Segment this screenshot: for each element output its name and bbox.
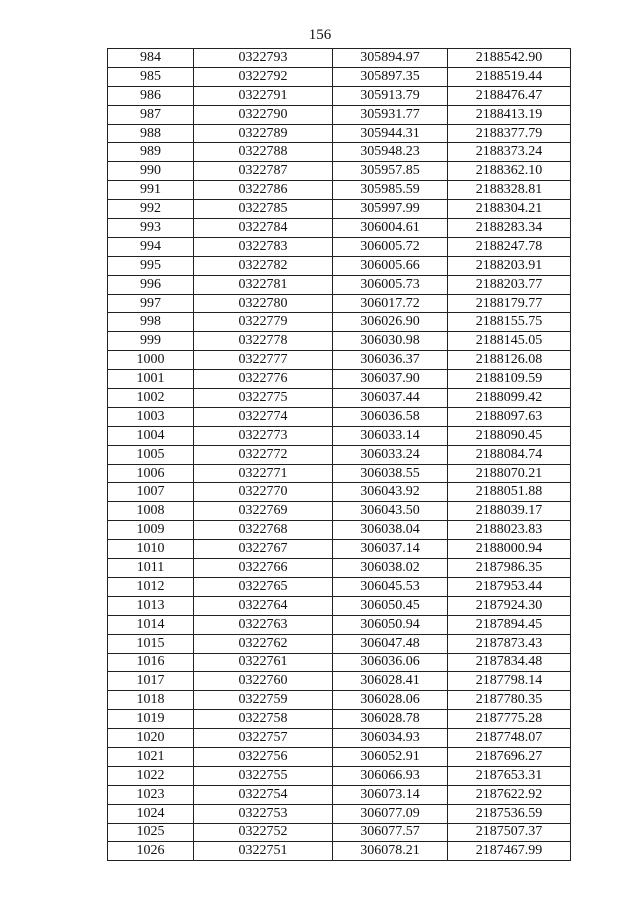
table-row xyxy=(108,559,571,578)
table-row xyxy=(108,407,571,426)
code-cell: 0322783 xyxy=(194,237,333,256)
y-coordinate-cell: 2187924.30 xyxy=(448,596,571,615)
code-cell: 0322753 xyxy=(194,804,333,823)
code-cell: 0322780 xyxy=(194,294,333,313)
code-cell: 0322772 xyxy=(194,445,333,464)
point-number-cell: 992 xyxy=(108,200,194,219)
point-number-cell: 1014 xyxy=(108,615,194,634)
y-coordinate-cell: 2188126.08 xyxy=(448,351,571,370)
point-number-cell: 988 xyxy=(108,124,194,143)
point-number-cell: 995 xyxy=(108,256,194,275)
table-row xyxy=(108,672,571,691)
point-number-cell: 1008 xyxy=(108,502,194,521)
code-cell: 0322770 xyxy=(194,483,333,502)
x-coordinate-cell: 306047.48 xyxy=(333,634,448,653)
x-coordinate-cell: 306037.14 xyxy=(333,540,448,559)
code-cell: 0322771 xyxy=(194,464,333,483)
table-row xyxy=(108,710,571,729)
x-coordinate-cell: 306030.98 xyxy=(333,332,448,351)
y-coordinate-cell: 2188362.10 xyxy=(448,162,571,181)
x-coordinate-cell: 306037.44 xyxy=(333,389,448,408)
x-coordinate-cell: 306017.72 xyxy=(333,294,448,313)
table-row xyxy=(108,540,571,559)
y-coordinate-cell: 2188304.21 xyxy=(448,200,571,219)
y-coordinate-cell: 2188145.05 xyxy=(448,332,571,351)
y-coordinate-cell: 2187507.37 xyxy=(448,823,571,842)
y-coordinate-cell: 2187653.31 xyxy=(448,766,571,785)
y-coordinate-cell: 2187748.07 xyxy=(448,729,571,748)
x-coordinate-cell: 306052.91 xyxy=(333,747,448,766)
point-number-cell: 989 xyxy=(108,143,194,162)
point-number-cell: 994 xyxy=(108,237,194,256)
point-number-cell: 1019 xyxy=(108,710,194,729)
code-cell: 0322791 xyxy=(194,86,333,105)
table-row xyxy=(108,521,571,540)
y-coordinate-cell: 2187953.44 xyxy=(448,577,571,596)
y-coordinate-cell: 2188203.77 xyxy=(448,275,571,294)
point-number-cell: 991 xyxy=(108,181,194,200)
table-row xyxy=(108,804,571,823)
code-cell: 0322766 xyxy=(194,559,333,578)
x-coordinate-cell: 305997.99 xyxy=(333,200,448,219)
point-number-cell: 1023 xyxy=(108,785,194,804)
point-number-cell: 1007 xyxy=(108,483,194,502)
y-coordinate-cell: 2188179.77 xyxy=(448,294,571,313)
point-number-cell: 1024 xyxy=(108,804,194,823)
y-coordinate-cell: 2188519.44 xyxy=(448,67,571,86)
x-coordinate-cell: 306034.93 xyxy=(333,729,448,748)
y-coordinate-cell: 2187780.35 xyxy=(448,691,571,710)
code-cell: 0322789 xyxy=(194,124,333,143)
point-number-cell: 1017 xyxy=(108,672,194,691)
code-cell: 0322763 xyxy=(194,615,333,634)
point-number-cell: 1015 xyxy=(108,634,194,653)
table-row xyxy=(108,162,571,181)
x-coordinate-cell: 306005.66 xyxy=(333,256,448,275)
y-coordinate-cell: 2187536.59 xyxy=(448,804,571,823)
table-row xyxy=(108,332,571,351)
x-coordinate-cell: 305985.59 xyxy=(333,181,448,200)
x-coordinate-cell: 306043.50 xyxy=(333,502,448,521)
y-coordinate-cell: 2188328.81 xyxy=(448,181,571,200)
table-row xyxy=(108,86,571,105)
x-coordinate-cell: 306026.90 xyxy=(333,313,448,332)
point-number-cell: 1002 xyxy=(108,389,194,408)
y-coordinate-cell: 2187467.99 xyxy=(448,842,571,861)
x-coordinate-cell: 306037.90 xyxy=(333,370,448,389)
code-cell: 0322778 xyxy=(194,332,333,351)
code-cell: 0322784 xyxy=(194,219,333,238)
code-cell: 0322776 xyxy=(194,370,333,389)
point-number-cell: 987 xyxy=(108,105,194,124)
code-cell: 0322765 xyxy=(194,577,333,596)
x-coordinate-cell: 306077.09 xyxy=(333,804,448,823)
point-number-cell: 1010 xyxy=(108,540,194,559)
table-row xyxy=(108,200,571,219)
table-row xyxy=(108,596,571,615)
table-row xyxy=(108,483,571,502)
table-row xyxy=(108,502,571,521)
table-row xyxy=(108,256,571,275)
x-coordinate-cell: 306045.53 xyxy=(333,577,448,596)
point-number-cell: 985 xyxy=(108,67,194,86)
x-coordinate-cell: 306005.73 xyxy=(333,275,448,294)
x-coordinate-cell: 306036.58 xyxy=(333,407,448,426)
table-row xyxy=(108,766,571,785)
table-row xyxy=(108,313,571,332)
point-number-cell: 1000 xyxy=(108,351,194,370)
code-cell: 0322758 xyxy=(194,710,333,729)
table-row xyxy=(108,842,571,861)
code-cell: 0322775 xyxy=(194,389,333,408)
table-row xyxy=(108,426,571,445)
code-cell: 0322768 xyxy=(194,521,333,540)
x-coordinate-cell: 306033.24 xyxy=(333,445,448,464)
point-number-cell: 1025 xyxy=(108,823,194,842)
point-number-cell: 999 xyxy=(108,332,194,351)
y-coordinate-cell: 2188023.83 xyxy=(448,521,571,540)
x-coordinate-cell: 306036.06 xyxy=(333,653,448,672)
point-number-cell: 1016 xyxy=(108,653,194,672)
code-cell: 0322793 xyxy=(194,49,333,68)
code-cell: 0322773 xyxy=(194,426,333,445)
y-coordinate-cell: 2188099.42 xyxy=(448,389,571,408)
x-coordinate-cell: 306066.93 xyxy=(333,766,448,785)
table-row xyxy=(108,729,571,748)
table-row xyxy=(108,67,571,86)
y-coordinate-cell: 2187986.35 xyxy=(448,559,571,578)
code-cell: 0322764 xyxy=(194,596,333,615)
code-cell: 0322759 xyxy=(194,691,333,710)
point-number-cell: 996 xyxy=(108,275,194,294)
point-number-cell: 1022 xyxy=(108,766,194,785)
point-number-cell: 1012 xyxy=(108,577,194,596)
table-row xyxy=(108,747,571,766)
coordinates-table xyxy=(107,48,571,861)
y-coordinate-cell: 2187775.28 xyxy=(448,710,571,729)
y-coordinate-cell: 2187873.43 xyxy=(448,634,571,653)
code-cell: 0322754 xyxy=(194,785,333,804)
table-row xyxy=(108,785,571,804)
code-cell: 0322769 xyxy=(194,502,333,521)
y-coordinate-cell: 2188109.59 xyxy=(448,370,571,389)
table-row xyxy=(108,370,571,389)
y-coordinate-cell: 2188070.21 xyxy=(448,464,571,483)
x-coordinate-cell: 305897.35 xyxy=(333,67,448,86)
x-coordinate-cell: 306005.72 xyxy=(333,237,448,256)
table-row xyxy=(108,237,571,256)
y-coordinate-cell: 2187798.14 xyxy=(448,672,571,691)
y-coordinate-cell: 2187894.45 xyxy=(448,615,571,634)
code-cell: 0322792 xyxy=(194,67,333,86)
point-number-cell: 1009 xyxy=(108,521,194,540)
table-row xyxy=(108,49,571,68)
table-row xyxy=(108,615,571,634)
code-cell: 0322762 xyxy=(194,634,333,653)
code-cell: 0322790 xyxy=(194,105,333,124)
x-coordinate-cell: 306073.14 xyxy=(333,785,448,804)
y-coordinate-cell: 2187696.27 xyxy=(448,747,571,766)
table-row xyxy=(108,653,571,672)
table-row xyxy=(108,577,571,596)
point-number-cell: 1003 xyxy=(108,407,194,426)
code-cell: 0322782 xyxy=(194,256,333,275)
x-coordinate-cell: 306078.21 xyxy=(333,842,448,861)
table-row xyxy=(108,823,571,842)
y-coordinate-cell: 2188476.47 xyxy=(448,86,571,105)
point-number-cell: 1004 xyxy=(108,426,194,445)
table-row xyxy=(108,181,571,200)
x-coordinate-cell: 306050.45 xyxy=(333,596,448,615)
code-cell: 0322761 xyxy=(194,653,333,672)
y-coordinate-cell: 2188051.88 xyxy=(448,483,571,502)
y-coordinate-cell: 2188155.75 xyxy=(448,313,571,332)
y-coordinate-cell: 2188413.19 xyxy=(448,105,571,124)
x-coordinate-cell: 306028.78 xyxy=(333,710,448,729)
code-cell: 0322787 xyxy=(194,162,333,181)
point-number-cell: 984 xyxy=(108,49,194,68)
table-row xyxy=(108,634,571,653)
table-row xyxy=(108,389,571,408)
x-coordinate-cell: 306050.94 xyxy=(333,615,448,634)
table-row xyxy=(108,275,571,294)
code-cell: 0322777 xyxy=(194,351,333,370)
y-coordinate-cell: 2188542.90 xyxy=(448,49,571,68)
point-number-cell: 1026 xyxy=(108,842,194,861)
x-coordinate-cell: 306043.92 xyxy=(333,483,448,502)
x-coordinate-cell: 306028.06 xyxy=(333,691,448,710)
point-number-cell: 986 xyxy=(108,86,194,105)
y-coordinate-cell: 2188247.78 xyxy=(448,237,571,256)
y-coordinate-cell: 2188000.94 xyxy=(448,540,571,559)
x-coordinate-cell: 305913.79 xyxy=(333,86,448,105)
point-number-cell: 1018 xyxy=(108,691,194,710)
x-coordinate-cell: 306077.57 xyxy=(333,823,448,842)
table-body xyxy=(108,49,571,861)
y-coordinate-cell: 2188039.17 xyxy=(448,502,571,521)
point-number-cell: 1013 xyxy=(108,596,194,615)
table-row xyxy=(108,691,571,710)
x-coordinate-cell: 306028.41 xyxy=(333,672,448,691)
code-cell: 0322785 xyxy=(194,200,333,219)
y-coordinate-cell: 2188203.91 xyxy=(448,256,571,275)
code-cell: 0322781 xyxy=(194,275,333,294)
code-cell: 0322774 xyxy=(194,407,333,426)
x-coordinate-cell: 306038.04 xyxy=(333,521,448,540)
point-number-cell: 1001 xyxy=(108,370,194,389)
table-row xyxy=(108,445,571,464)
x-coordinate-cell: 306036.37 xyxy=(333,351,448,370)
y-coordinate-cell: 2188090.45 xyxy=(448,426,571,445)
x-coordinate-cell: 306004.61 xyxy=(333,219,448,238)
x-coordinate-cell: 305894.97 xyxy=(333,49,448,68)
table-row xyxy=(108,219,571,238)
point-number-cell: 1021 xyxy=(108,747,194,766)
code-cell: 0322756 xyxy=(194,747,333,766)
code-cell: 0322757 xyxy=(194,729,333,748)
x-coordinate-cell: 305931.77 xyxy=(333,105,448,124)
x-coordinate-cell: 306033.14 xyxy=(333,426,448,445)
y-coordinate-cell: 2188097.63 xyxy=(448,407,571,426)
point-number-cell: 993 xyxy=(108,219,194,238)
y-coordinate-cell: 2188373.24 xyxy=(448,143,571,162)
y-coordinate-cell: 2187622.92 xyxy=(448,785,571,804)
y-coordinate-cell: 2187834.48 xyxy=(448,653,571,672)
code-cell: 0322786 xyxy=(194,181,333,200)
code-cell: 0322755 xyxy=(194,766,333,785)
code-cell: 0322752 xyxy=(194,823,333,842)
table-row xyxy=(108,124,571,143)
table-row xyxy=(108,294,571,313)
x-coordinate-cell: 306038.02 xyxy=(333,559,448,578)
y-coordinate-cell: 2188377.79 xyxy=(448,124,571,143)
y-coordinate-cell: 2188084.74 xyxy=(448,445,571,464)
point-number-cell: 1005 xyxy=(108,445,194,464)
code-cell: 0322760 xyxy=(194,672,333,691)
point-number-cell: 1006 xyxy=(108,464,194,483)
x-coordinate-cell: 306038.55 xyxy=(333,464,448,483)
point-number-cell: 997 xyxy=(108,294,194,313)
table-row xyxy=(108,464,571,483)
point-number-cell: 990 xyxy=(108,162,194,181)
point-number-cell: 998 xyxy=(108,313,194,332)
code-cell: 0322767 xyxy=(194,540,333,559)
point-number-cell: 1020 xyxy=(108,729,194,748)
code-cell: 0322788 xyxy=(194,143,333,162)
point-number-cell: 1011 xyxy=(108,559,194,578)
page-number: 156 xyxy=(308,27,332,43)
table-row xyxy=(108,105,571,124)
x-coordinate-cell: 305944.31 xyxy=(333,124,448,143)
table-row xyxy=(108,143,571,162)
table-row xyxy=(108,351,571,370)
y-coordinate-cell: 2188283.34 xyxy=(448,219,571,238)
x-coordinate-cell: 305957.85 xyxy=(333,162,448,181)
x-coordinate-cell: 305948.23 xyxy=(333,143,448,162)
code-cell: 0322779 xyxy=(194,313,333,332)
code-cell: 0322751 xyxy=(194,842,333,861)
